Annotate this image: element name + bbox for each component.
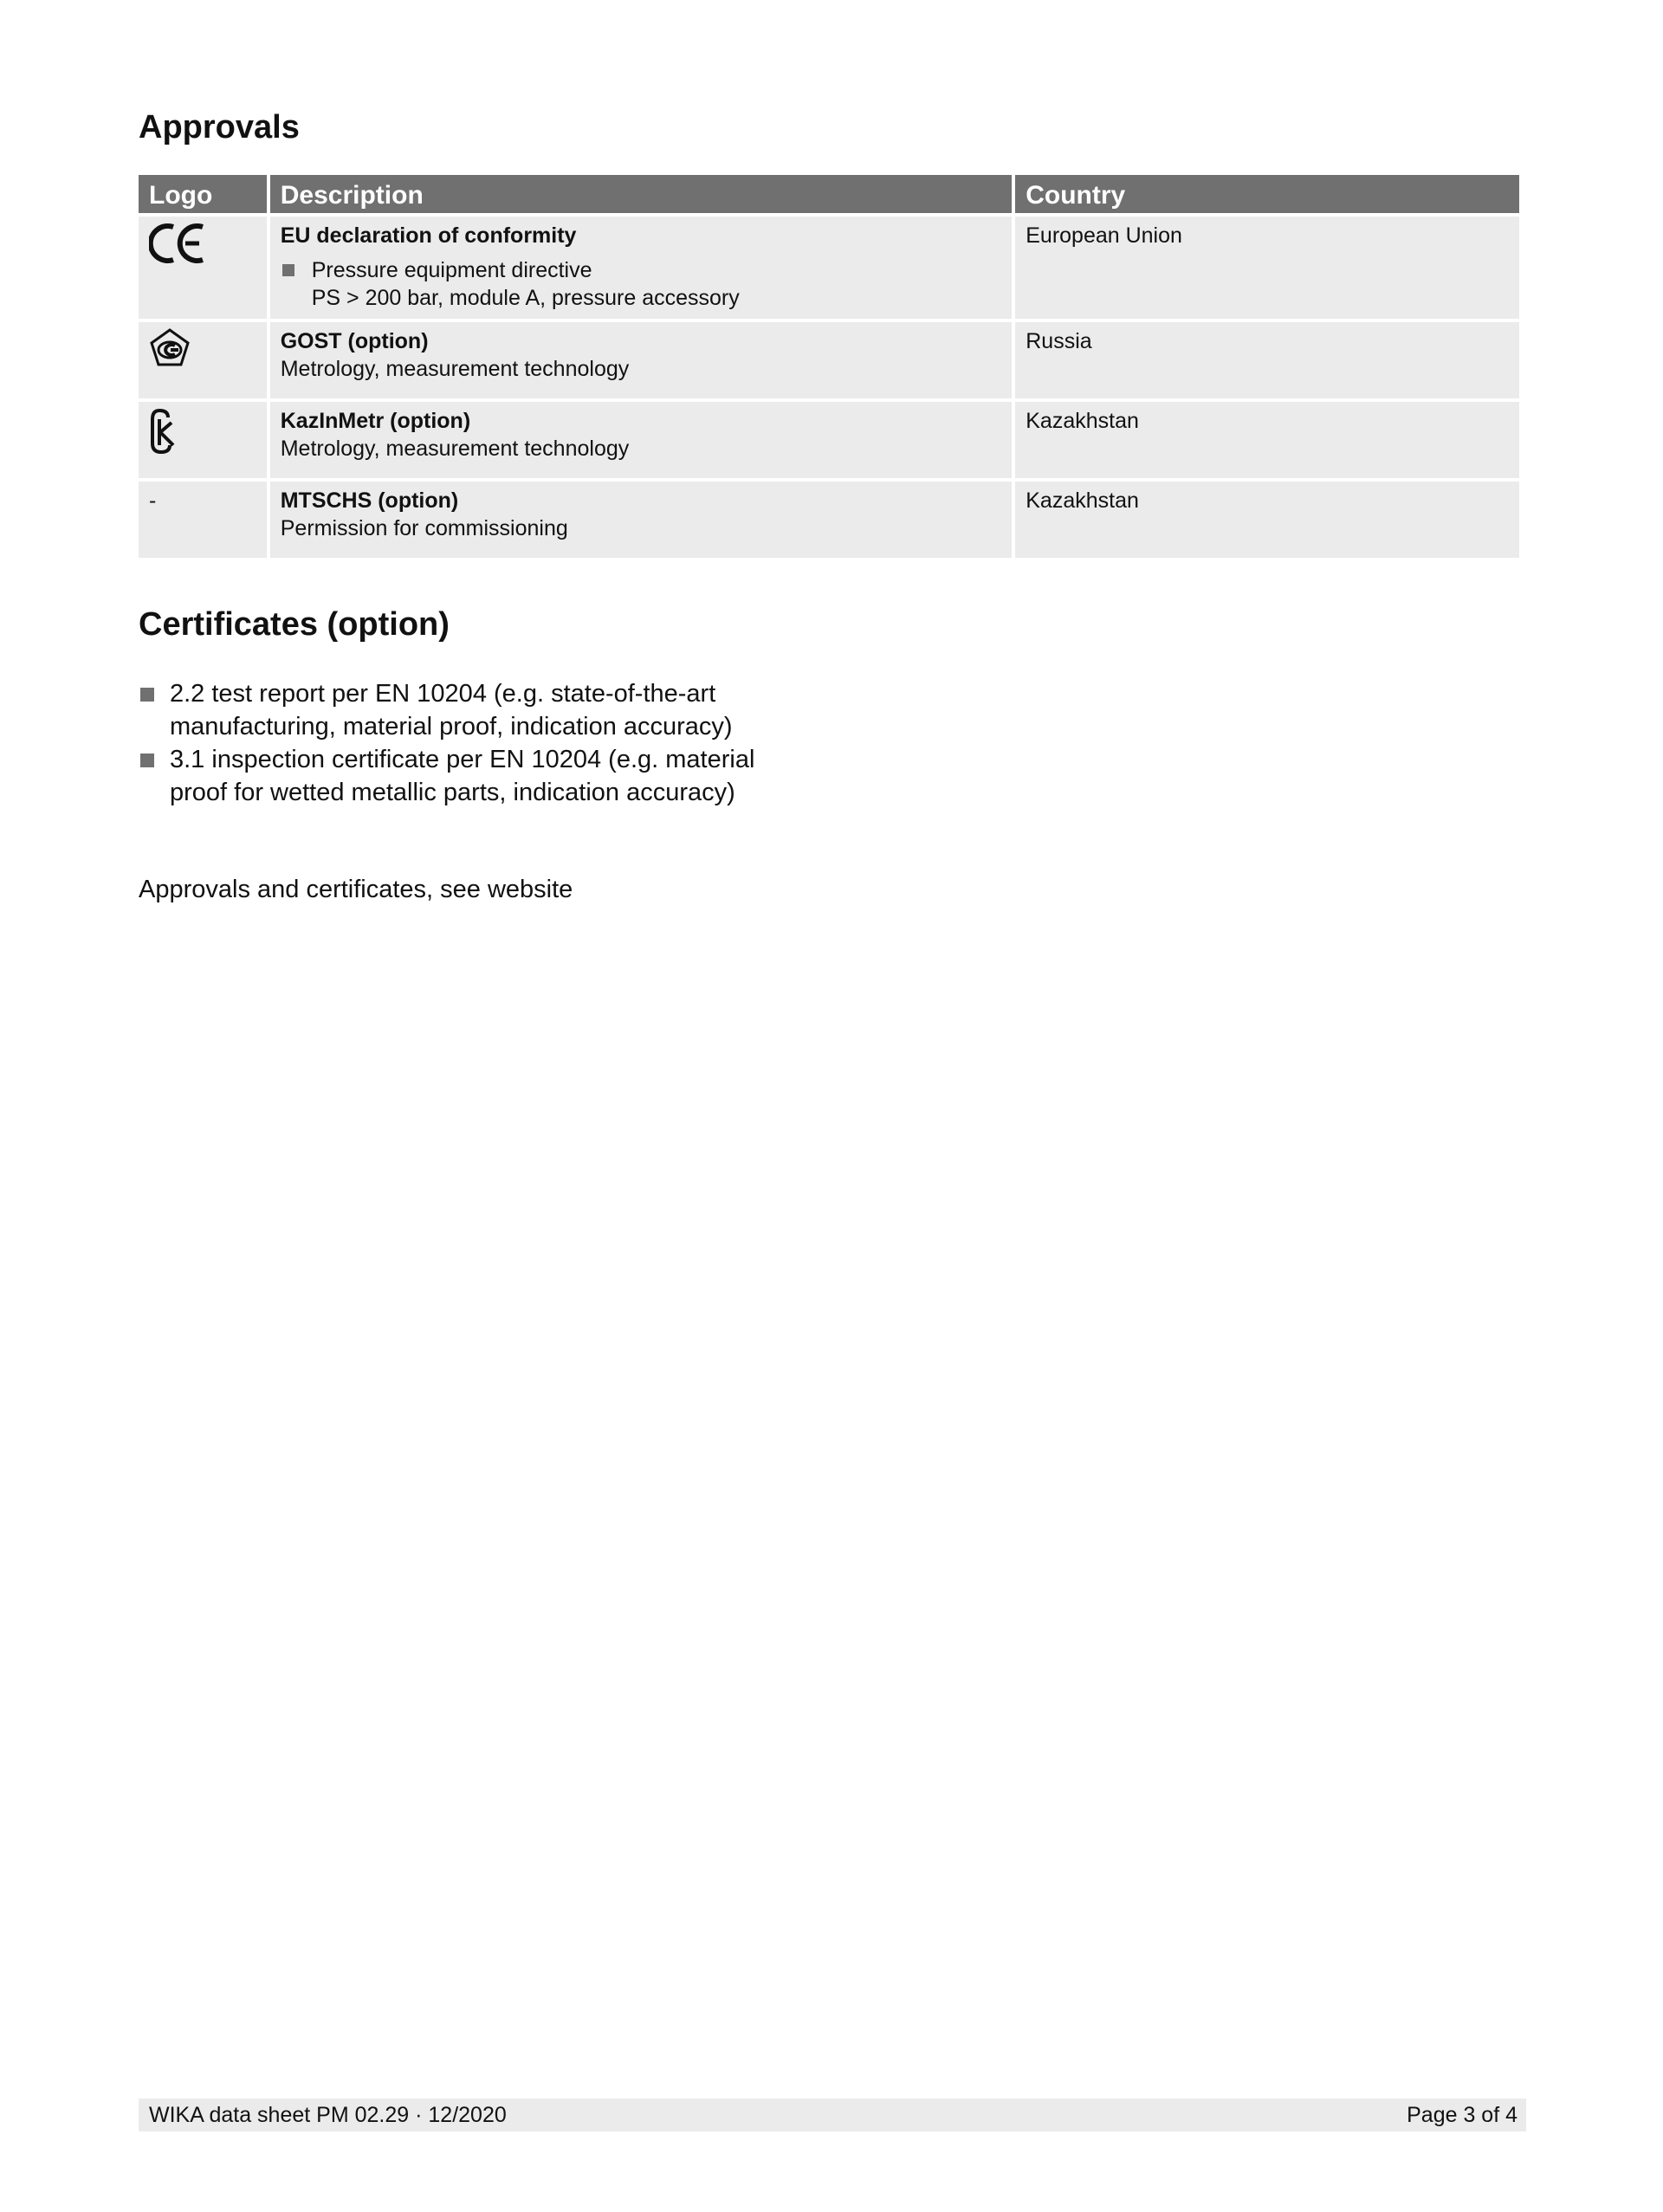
logo-cell	[139, 217, 267, 319]
country-cell: Russia	[1015, 322, 1519, 398]
bullet-square-icon	[140, 754, 154, 767]
description-cell	[270, 217, 1013, 319]
approvals-heading: Approvals	[139, 109, 300, 146]
bullet-square-icon	[282, 264, 294, 276]
logo-cell	[139, 402, 267, 478]
table-row	[139, 482, 1519, 558]
bullet-text: Pressure equipment directive	[311, 258, 592, 282]
list-item	[139, 677, 797, 743]
row-detail: Metrology, measurement technology	[280, 357, 630, 381]
footer-page-number: Page 3 of 4	[1407, 2103, 1517, 2127]
bullet-square-icon	[140, 688, 154, 702]
row-detail: Metrology, measurement technology	[280, 437, 630, 461]
description-cell	[270, 322, 1013, 398]
table-row	[139, 402, 1519, 478]
page-footer	[139, 2099, 1526, 2131]
website-note: Approvals and certificates, see website	[139, 876, 573, 903]
table-row	[139, 217, 1519, 319]
bullet-item	[281, 256, 1002, 312]
certificate-line: 2.2 test report per EN 10204 (e.g. state-of-the-art	[170, 680, 716, 708]
certificate-line: manufacturing, material proof, indication accuracy)	[170, 713, 733, 741]
certificates-list	[139, 677, 797, 809]
certificate-line: 3.1 inspection certificate per EN 10204 (e.g. material	[170, 746, 755, 773]
row-title: KazInMetr (option)	[280, 409, 471, 433]
header-country: Country	[1015, 175, 1519, 213]
approvals-table	[135, 171, 1523, 561]
logo-cell	[139, 322, 267, 398]
country-cell: Kazakhstan	[1015, 482, 1519, 558]
row-title: GOST (option)	[280, 329, 429, 353]
country-cell: Kazakhstan	[1015, 402, 1519, 478]
approvals-header-row	[139, 175, 1519, 213]
row-title: MTSCHS (option)	[280, 488, 459, 513]
description-cell	[270, 482, 1013, 558]
row-detail: Permission for commissioning	[280, 516, 568, 540]
description-cell	[270, 402, 1013, 478]
data-sheet-page	[139, 0, 1524, 2212]
header-description: Description	[270, 175, 1013, 213]
kazinmetr-mark-icon	[149, 407, 256, 456]
footer-document-id: WIKA data sheet PM 02.29 · 12/2020	[149, 2103, 507, 2127]
country-cell: European Union	[1015, 217, 1519, 319]
bullet-detail: PS > 200 bar, module A, pressure accessory	[311, 286, 740, 310]
header-logo: Logo	[139, 175, 267, 213]
logo-cell: -	[139, 482, 267, 558]
certificate-line: proof for wetted metallic parts, indication accuracy)	[170, 779, 735, 806]
row-title: EU declaration of conformity	[280, 223, 577, 248]
gost-mark-icon	[149, 327, 256, 369]
table-row	[139, 322, 1519, 398]
list-item	[139, 743, 797, 809]
ce-mark-icon	[149, 222, 256, 265]
certificates-heading: Certificates (option)	[139, 606, 450, 643]
